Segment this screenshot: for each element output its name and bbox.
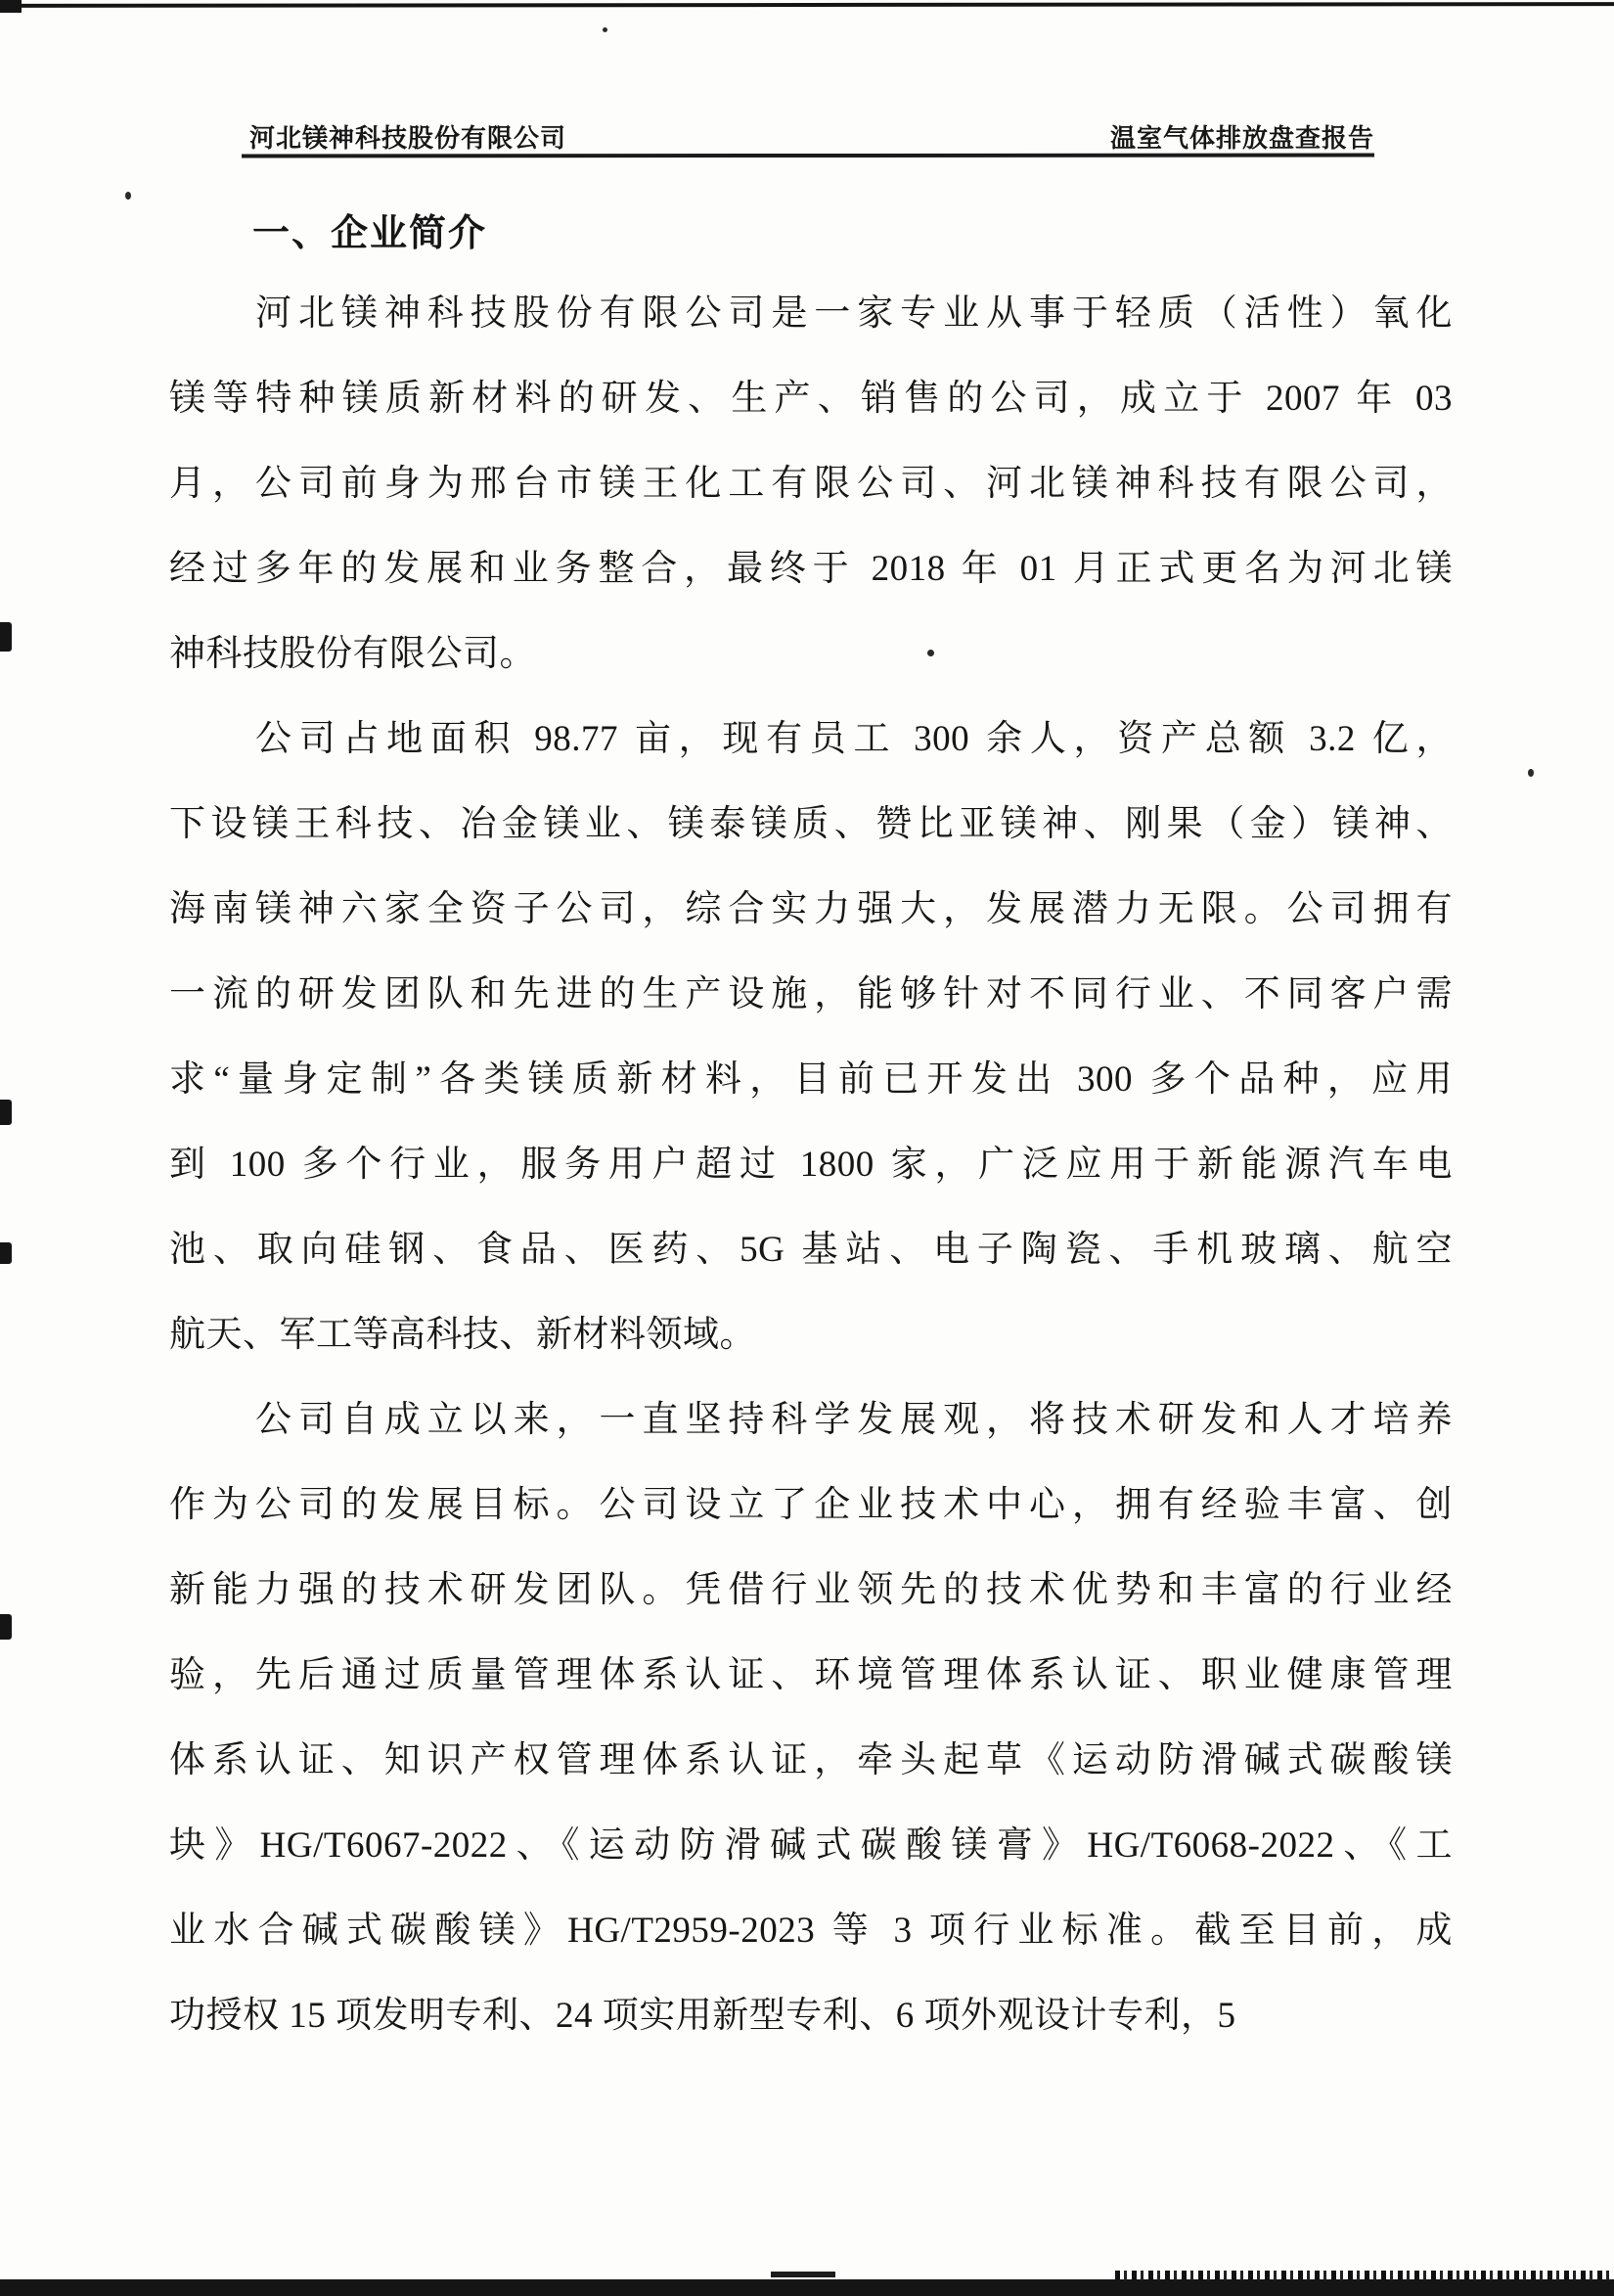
scan-artifact-top-edge (0, 2, 1614, 8)
page-header (249, 118, 1374, 155)
text-line: 公司占地面积 98.77 亩，现有员工 300 余人，资产总额 3.2 亿， (255, 719, 1453, 759)
paragraph (169, 271, 1453, 697)
scan-artifact-left-edge (0, 1614, 12, 1640)
text-line: 神科技股份有限公司。 (169, 634, 536, 674)
scan-artifact-top-corner (0, 0, 22, 13)
text-line: 河北镁神科技股份有限公司是一家专业从事于轻质（活性）氧化 (255, 293, 1453, 334)
text-line: 功授权 15 项发明专利、24 项实用新型专利、6 项外观设计专利，5 (169, 1996, 1236, 2036)
scan-speck (603, 27, 607, 32)
text-line: 求“量身定制”各类镁质新材料，目前已开发出 300 多个品种，应用 (169, 1059, 1453, 1100)
text-line: 航天、军工等高科技、新材料领域。 (169, 1315, 756, 1355)
scan-artifact-left-edge (0, 1242, 12, 1264)
scan-artifact-bottom-tick (771, 2272, 835, 2277)
text-line: 作为公司的发展目标。公司设立了企业技术中心，拥有经验丰富、创 (169, 1485, 1453, 1525)
scan-artifact-bottom-edge (0, 2279, 1614, 2296)
header-report-title: 温室气体排放盘查报告 (1109, 124, 1374, 153)
header-divider (242, 153, 1374, 158)
text-line: 下设镁王科技、冶金镁业、镁泰镁质、赞比亚镁神、刚果（金）镁神、 (169, 804, 1453, 844)
text-line: 到 100 多个行业，服务用户超过 1800 家，广泛应用于新能源汽车电 (169, 1145, 1453, 1185)
text-line: 一流的研发团队和先进的生产设施，能够针对不同行业、不同客户需 (169, 974, 1453, 1014)
text-line: 月，公司前身为邢台市镁王化工有限公司、河北镁神科技有限公司， (169, 464, 1453, 504)
scan-speck (1528, 769, 1534, 777)
section-title: 一、企业简介 (252, 213, 488, 254)
document-body (169, 271, 1453, 2058)
text-line: 块》HG/T6067-2022、《运动防滑碱式碳酸镁膏》HG/T6068-2022、《工 (169, 1825, 1453, 1866)
paragraph (169, 1377, 1453, 2058)
text-line: 体系认证、知识产权管理体系认证，牵头起草《运动防滑碱式碳酸镁 (169, 1740, 1453, 1780)
scan-speck (125, 192, 131, 200)
scan-artifact-left-edge (0, 1100, 12, 1125)
scan-artifact-left-edge (0, 622, 12, 652)
text-line: 镁等特种镁质新材料的研发、生产、销售的公司，成立于 2007 年 03 (169, 379, 1453, 419)
text-line: 海南镁神六家全资子公司，综合实力强大，发展潜力无限。公司拥有 (169, 889, 1453, 929)
text-line: 公司自成立以来，一直坚持科学发展观，将技术研发和人才培养 (255, 1400, 1453, 1440)
text-line: 新能力强的技术研发团队。凭借行业领先的技术优势和丰富的行业经 (169, 1570, 1453, 1610)
text-line: 验，先后通过质量管理体系认证、环境管理体系认证、职业健康管理 (169, 1655, 1453, 1695)
header-company-name: 河北镁神科技股份有限公司 (249, 124, 567, 153)
scan-artifact-bottom-noise (1115, 2271, 1614, 2280)
scan-speck (927, 650, 934, 656)
text-line: 经过多年的发展和业务整合，最终于 2018 年 01 月正式更名为河北镁 (169, 549, 1453, 589)
paragraph (169, 697, 1453, 1377)
text-line: 业水合碱式碳酸镁》HG/T2959-2023 等 3 项行业标准。截至目前，成 (169, 1911, 1453, 1951)
text-line: 池、取向硅钢、食品、医药、5G 基站、电子陶瓷、手机玻璃、航空 (169, 1230, 1453, 1270)
